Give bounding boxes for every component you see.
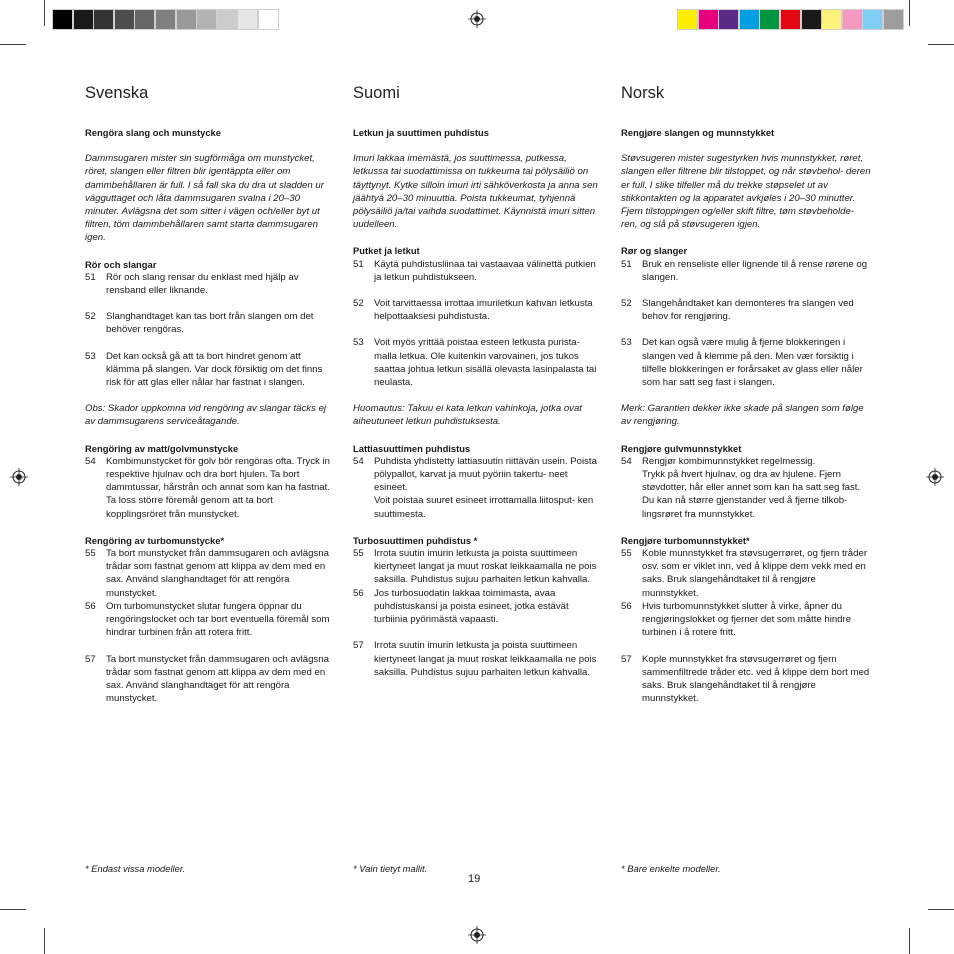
item-number: 55 [353, 548, 364, 560]
color-swatch [176, 9, 197, 30]
heading-turbo-nozzle: Rengjøre turbomunnstykket* [621, 534, 750, 546]
heading-hoses: Rør og slanger [621, 245, 688, 257]
color-swatch [759, 9, 780, 30]
heading-turbo-nozzle: Turbosuuttimen puhdistus * [353, 534, 478, 546]
intro-paragraph: Støvsugeren mister sugestyrken hvis munnstykket, røret, slangen eller filtrene blir tilstoppet, og når støvbehol- deren er full. I slike tilfeller må du trekke støpselet ut av stikkontakten og la apparatet avkjøles i 20–30 minutter. Fjern tilstoppingen og/eller skift filtre, tøm støvbeholde- ren, og slå på støvsugeren igjen. [621, 153, 871, 231]
crop-mark [0, 909, 26, 910]
color-swatch [801, 9, 822, 30]
item-text: Rengjør kombimunnstykket regelmessig. Trykk på hvert hjulnav, og dra av hjulene. Fjern støvdotter, hår eller annet som kan ha satt seg fast. Du kan nå større gjenstander ved å fjerne tilkob- lingsrøret fra munnstykket. [642, 455, 861, 520]
heading-turbo-nozzle: Rengöring av turbomunstycke* [85, 534, 225, 546]
section-language-title: Suomi [353, 84, 400, 102]
heading-clean-hose-nozzle: Rengjøre slangen og munnstykket [621, 127, 775, 138]
item-number: 54 [353, 455, 364, 467]
crop-mark [928, 909, 954, 910]
item-number: 56 [621, 600, 632, 612]
item-text: Ta bort munstycket från dammsugaren och avlägsna trådar som fastnat genom att klippa av dem med en sax. Använd slanghandtaget för att rengöra munstycket. [106, 653, 329, 705]
intro-paragraph: Dammsugaren mister sin sugförmåga om munstycket, röret, slangen eller filtren blir igentäppta eller om dammbehållaren är full. I så fall ska du dra ut sladden ur vägguttaget och låta dammsugaren svalna i 20–30 minuter. Avlägsna det som sitter i vägen och/eller byt ut filtren, töm dammbehållaren samt starta dammsugaren igen. [85, 153, 324, 244]
color-swatch [739, 9, 760, 30]
item-text: Hvis turbomunnstykket slutter å virke, åpner du rengjøringslokket og fjerner det som måtte hindre turbinen i å rotere fritt. [642, 600, 852, 639]
item-text: Voit myös yrittää poistaa esteen letkusta purista- malla letkua. Ole kuitenkin varovainen, jos tukos saattaa johtua letkun sisällä olevasta lasinpalasta tai neulasta. [374, 337, 597, 389]
heading-clean-hose-nozzle: Rengöra slang och munstycke [85, 127, 221, 138]
color-swatch [718, 9, 739, 30]
list-item [621, 297, 871, 323]
item-text: Irrota suutin imurin letkusta ja poista suuttimeen kiertyneet langat ja muut roskat leikkaamalla ne pois saksilla. Puhdistus sujuu parhaiten letkun kahvalla. [374, 640, 597, 678]
crop-mark [928, 44, 954, 45]
item-text: Det kan også være mulig å fjerne blokkeringen i slangen ved å klemme på den. Men vær forsiktig i tilfelle blokkeringen er forårsaket av glass eller nåler som har satt seg fast i slangen. [642, 337, 863, 389]
item-number: 54 [621, 455, 632, 467]
item-number: 57 [353, 640, 364, 652]
color-swatch [780, 9, 801, 30]
intro-paragraph: Imuri lakkaa imemästä, jos suuttimessa, putkessa, letkussa tai suodattimissa on tukkeuma tai pölysäiliö on täyttynyt. Kytke silloin imuri irti sähköverkosta ja anna sen jäähtyä 20–30 minuuttia. Poista tukkeumat, tyhjennä pölysäiliö ja/tai vaihda suodattimet. Käynnistä imuri sitten uudelleen. [353, 153, 598, 231]
list-item [353, 639, 603, 679]
item-number: 52 [621, 298, 632, 310]
heading-floor-nozzle: Rengjøre gulvmunnstykket [621, 442, 742, 454]
heading-floor-nozzle: Lattiasuuttimen puhdistus [353, 442, 471, 454]
item-text: Koble munnstykket fra støvsugerrøret, og fjern tråder osv. som er viklet inn, ved å klippe dem vekk med en saks. Bruk slangehåndtaket til å rengjøre munnstykket. [642, 548, 868, 599]
item-text: Rör och slang rensar du enklast med hjälp av rensband eller liknande. [106, 271, 299, 297]
item-text: Puhdista yhdistetty lattiasuutin riittävän usein. Poista pölypallot, karvat ja muut pyöriin takertu- neet esineet. Voit poistaa suuret esineet irrottamalla liitosput- ken suuttimesta. [374, 455, 597, 520]
item-number: 52 [353, 298, 364, 310]
list-item [353, 547, 603, 587]
list-item [85, 600, 335, 640]
color-swatch [821, 9, 842, 30]
list-item [85, 310, 335, 336]
color-swatch [258, 9, 279, 30]
color-swatch [217, 9, 238, 30]
item-number: 51 [353, 258, 364, 270]
warranty-note: Huomautus: Takuu ei kata letkun vahinkoja, jotka ovat aiheutuneet letkun puhdistuksesta. [353, 403, 582, 428]
registration-mark-icon [468, 10, 486, 28]
item-number: 55 [85, 548, 96, 560]
column-svenska [85, 84, 335, 705]
item-number: 51 [85, 271, 96, 283]
item-text: Bruk en renseliste eller lignende til å rense rørene og slangen. [642, 258, 868, 283]
list-item [353, 336, 603, 389]
column-suomi [353, 84, 603, 679]
color-swatch [155, 9, 176, 30]
color-swatch [93, 9, 114, 30]
color-swatch [196, 9, 217, 30]
color-swatch [73, 9, 94, 30]
item-number: 57 [85, 653, 96, 665]
item-number: 51 [621, 258, 632, 270]
list-item [353, 297, 603, 323]
color-swatch [134, 9, 155, 30]
item-number: 54 [85, 455, 96, 467]
color-swatch [862, 9, 883, 30]
list-item [353, 455, 603, 521]
list-item [85, 271, 335, 297]
crop-mark [44, 0, 45, 26]
item-number: 53 [353, 337, 364, 349]
registration-mark-icon [926, 468, 944, 486]
item-text: Kombimunstycket för golv bör rengöras ofta. Tryck in respektive hjulnav och dra bort hjulen. Ta bort dammtussar, hårstrån och annat som kan ha fastnat. Ta loss större föremål genom att ta bort kopplingsröret från munstycket. [106, 455, 330, 520]
list-item [85, 350, 335, 390]
crop-mark [0, 44, 26, 45]
list-item [85, 653, 335, 706]
registration-mark-icon [468, 926, 486, 944]
item-number: 56 [85, 600, 96, 612]
item-text: Det kan också gå att ta bort hindret genom att klämma på slangen. Var dock försiktig om det finns risk för att glas eller nålar har fastnat i slangen. [106, 350, 323, 389]
list-item [621, 336, 871, 389]
section-language-title: Svenska [85, 84, 149, 102]
footnote: * Endast vissa modeller. [85, 863, 186, 875]
item-number: 57 [621, 653, 632, 665]
column-norsk [621, 84, 871, 705]
list-item [353, 587, 603, 627]
item-number: 56 [353, 587, 364, 599]
item-text: Slangehåndtaket kan demonteres fra slangen ved behov for rengjøring. [642, 298, 854, 323]
item-number: 53 [621, 337, 632, 349]
section-language-title: Norsk [621, 84, 665, 102]
heading-hoses: Putket ja letkut [353, 245, 420, 257]
list-item [621, 258, 871, 284]
list-item [85, 547, 335, 600]
item-text: Ta bort munstycket från dammsugaren och avlägsna trådar som fastnat genom att klippa av dem med en sax. Använd slanghandtaget för att rengöra munstycket. [106, 548, 329, 599]
color-swatch [52, 9, 73, 30]
crop-mark [909, 928, 910, 954]
list-item [85, 455, 335, 521]
list-item [621, 600, 871, 640]
color-swatch [883, 9, 904, 30]
item-text: Jos turbosuodatin lakkaa toimimasta, avaa puhdistuskansi ja poista esineet, jotka estävät turbiinia pyörimästä vapaasti. [374, 587, 569, 626]
item-text: Irrota suutin imurin letkusta ja poista suuttimeen kiertyneet langat ja muut roskat leikkaamalla ne pois saksilla. Puhdistus sujuu parhaiten letkun kahvalla. [374, 548, 597, 586]
color-swatch [237, 9, 258, 30]
color-swatch [698, 9, 719, 30]
page-number: 19 [468, 873, 481, 885]
color-swatch [114, 9, 135, 30]
list-item [621, 455, 871, 521]
item-text: Voit tarvittaessa irrottaa imuriletkun kahvan letkusta helpottaaksesi puhdistusta. [374, 298, 593, 323]
heading-floor-nozzle: Rengöring av matt/golvmunstycke [85, 442, 239, 454]
warranty-note: Obs: Skador uppkomna vid rengöring av slangar täcks ej av dammsugarens serviceåtagande. [85, 403, 327, 428]
footnote: * Vain tietyt mallit. [353, 863, 428, 875]
color-swatch [842, 9, 863, 30]
list-item [621, 547, 871, 600]
item-number: 55 [621, 548, 632, 560]
item-number: 53 [85, 350, 96, 362]
item-text: Om turbomunstycket slutar fungera öppnar du rengöringslocket och tar bort eventuella föremål som hindrar turbinen från att rotera fritt. [106, 600, 330, 639]
registration-mark-icon [10, 468, 28, 486]
footnote: * Bare enkelte modeller. [621, 863, 721, 875]
item-number: 52 [85, 311, 96, 323]
list-item [353, 258, 603, 284]
heading-clean-hose-nozzle: Letkun ja suuttimen puhdistus [353, 127, 489, 138]
crop-mark [909, 0, 910, 26]
color-swatch [677, 9, 698, 30]
list-item [621, 653, 871, 706]
heading-hoses: Rör och slangar [85, 258, 157, 270]
warranty-note: Merk: Garantien dekker ikke skade på slangen som følge av rengjøring. [621, 403, 864, 428]
crop-mark [44, 928, 45, 954]
item-text: Käytä puhdistusliinaa tai vastaavaa välinettä putkien ja letkun puhdistukseen. [374, 258, 596, 283]
item-text: Slanghandtaget kan tas bort från slangen om det behöver rengöras. [106, 311, 314, 336]
item-text: Kople munnstykket fra støvsugerrøret og fjern sammenfiltrede tråder etc. ved å klippe dem bort med saks. Bruk slangehåndtaket til å rengjøre munnstykket. [642, 653, 870, 705]
